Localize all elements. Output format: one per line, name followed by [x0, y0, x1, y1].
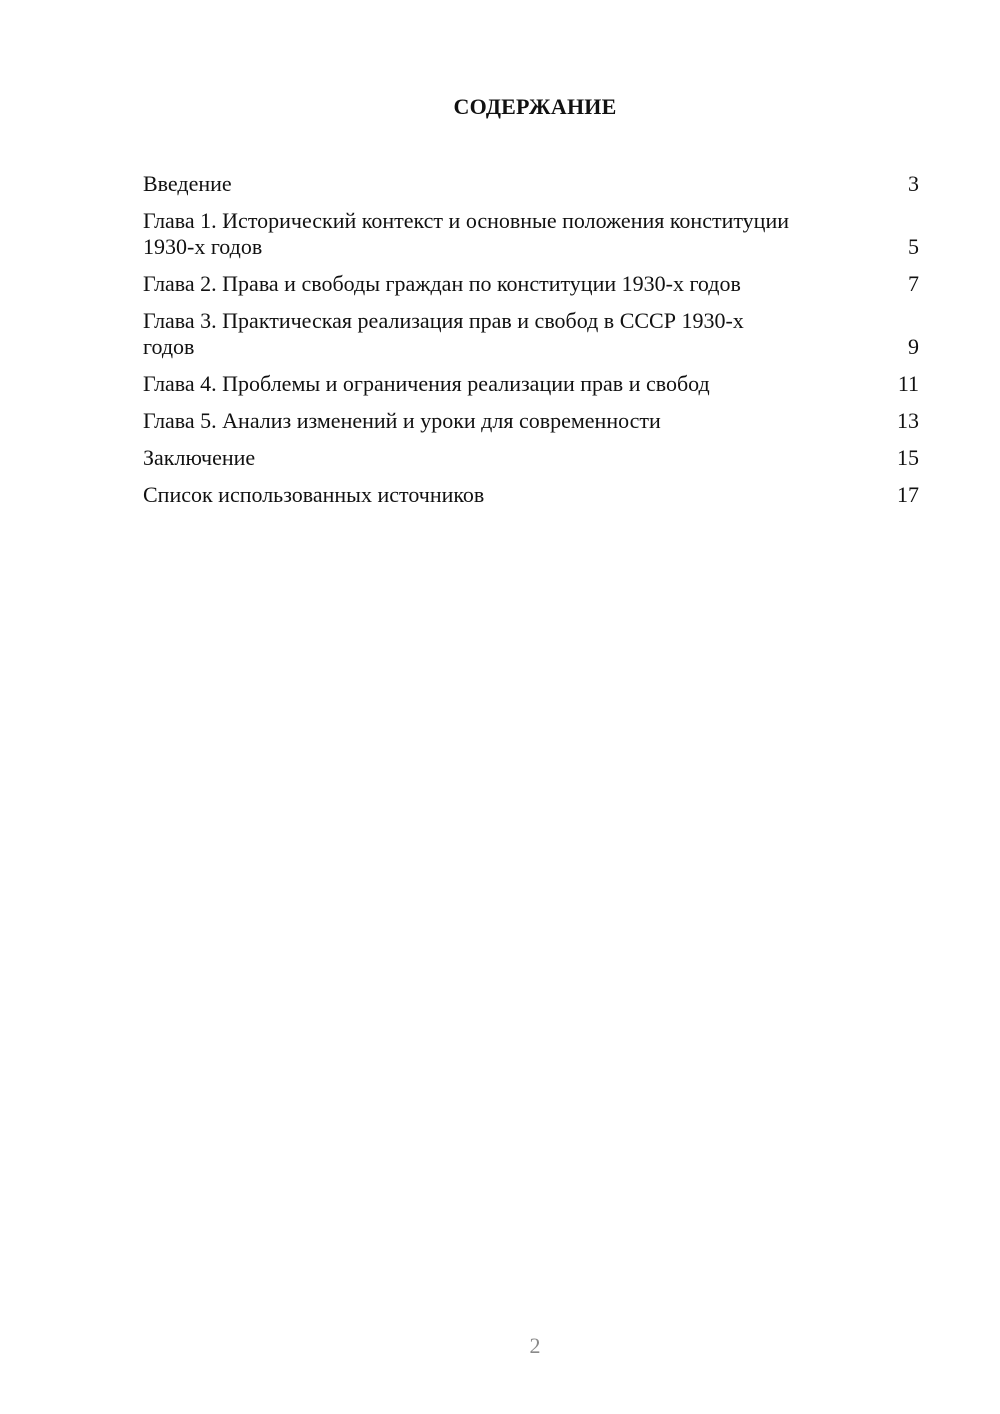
toc-entry-title: Глава 2. Права и свободы граждан по конституции 1930-х годов	[143, 271, 741, 296]
page-title: СОДЕРЖАНИЕ	[453, 94, 617, 119]
toc-entry-conclusion[interactable]	[143, 445, 919, 471]
toc-entry-page: 17	[897, 482, 919, 507]
toc-entry-title: Список использованных источников	[143, 482, 485, 507]
toc-entry-introduction[interactable]	[143, 171, 919, 197]
toc-entry-chapter-4[interactable]	[143, 371, 919, 397]
toc-entry-chapter-1[interactable]	[143, 208, 919, 260]
toc-entry-page: 5	[908, 234, 919, 259]
toc-entry-page: 9	[908, 334, 919, 359]
toc-entry-chapter-3[interactable]	[143, 308, 919, 360]
toc-entry-title: Глава 1. Исторический контекст и основные положения конституции 1930-х годов	[143, 208, 790, 259]
toc-entry-title: Глава 4. Проблемы и ограничения реализации прав и свобод	[143, 371, 710, 396]
toc-entry-page: 3	[908, 171, 919, 196]
toc-entry-title: Введение	[143, 171, 232, 196]
toc-entry-title: Заключение	[143, 445, 256, 470]
toc-entry-chapter-2[interactable]	[143, 271, 919, 297]
page-number: 2	[529, 1333, 541, 1358]
toc-entry-title: Глава 5. Анализ изменений и уроки для современности	[143, 408, 661, 433]
toc-entry-page: 11	[897, 371, 919, 396]
toc-entry-title: Глава 3. Практическая реализация прав и свобод в СССР 1930-х годов	[143, 308, 744, 359]
toc-entry-chapter-5[interactable]	[143, 408, 919, 434]
toc-entry-page: 7	[908, 271, 919, 296]
toc-entry-references[interactable]	[143, 482, 919, 508]
toc-entry-page: 15	[897, 445, 919, 470]
toc-entry-page: 13	[897, 408, 919, 433]
table-of-contents	[143, 171, 919, 519]
